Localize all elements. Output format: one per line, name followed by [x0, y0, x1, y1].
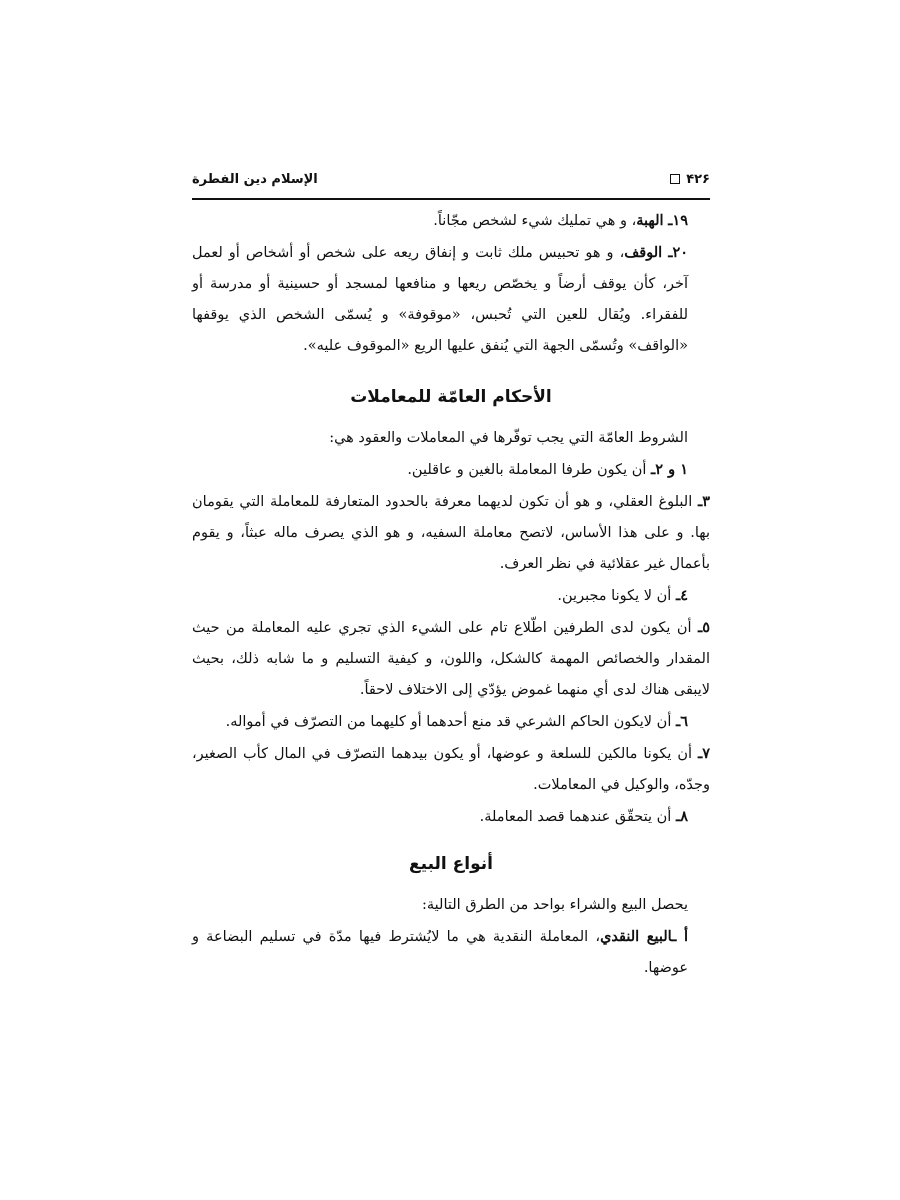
condition-text: أن يتحقّق عندهما قصد المعاملة. — [479, 809, 676, 825]
item-text: ، و هو تحبيس ملك ثابت و إنفاق ريعه على شخص أو أشخاص أو لعمل آخر، كأن يوقف أرضاً و يخصّص ريعها و منافعها لمسجد أو حسينية أو مدرسة أو للفقراء. ويُقال للعين التي تُحبس، «موقوفة» و يُسمّى الشخص الذي يوقفها «الواقف» وتُسمّى الجهة التي يُنفق عليها الريع «الموقوف عليه». — [192, 245, 689, 354]
page-number: ۴۲۶ — [686, 171, 710, 187]
item-term: الوقف — [624, 244, 663, 261]
page-body — [192, 205, 710, 984]
section-heading-sale-types: أنواع البيع — [409, 854, 493, 874]
condition-6 — [192, 706, 710, 738]
condition-text: أن يكون طرفا المعاملة بالغين و عاقلين. — [407, 462, 652, 478]
condition-text: أن يكونا مالكين للسلعة و عوضها، أو يكون بيدهما التصرّف في المال كأب الصغير، وجدّه، والوكيل في المعاملات. — [192, 746, 710, 793]
header-divider — [192, 198, 710, 200]
section1-intro: الشروط العامّة التي يجب توفّرها في المعاملات والعقود هي: — [329, 430, 688, 446]
book-title: الإسلام دين الفطرة — [192, 171, 318, 187]
item-19 — [192, 205, 710, 237]
condition-text: أن يكون لدى الطرفين اطّلاع تام على الشيء الذي تجري عليه المعاملة من حيث المقدار والخصائص المهمة كالشكل، واللون، و كيفية التسليم و ما شابه ذلك، بحيث لايبقى هناك لدى أي منهما غموض يؤدّي إلى الاختلاف لاحقاً. — [192, 620, 710, 698]
condition-5 — [192, 612, 710, 706]
condition-number: ۳ـ — [697, 493, 710, 510]
item-text: ، المعاملة النقدية هي ما لايُشترط فيها مدّة في تسليم البضاعة و عوضها. — [192, 929, 688, 976]
condition-1-2 — [192, 454, 710, 486]
sale-type-a — [192, 921, 710, 984]
page-header — [192, 168, 710, 190]
page-number-group — [670, 172, 710, 187]
condition-8 — [192, 801, 710, 833]
condition-text: أن لايكون الحاكم الشرعي قد منع أحدهما أو كليهما من التصرّف في أمواله. — [225, 714, 676, 730]
condition-number: ۸ـ — [675, 808, 688, 825]
condition-3 — [192, 486, 710, 580]
condition-number: ٥ـ — [697, 619, 710, 636]
condition-4 — [192, 580, 710, 612]
condition-text: البلوغ العقلي، و هو أن تكون لديهما معرفة بالحدود المتعارفة للمعاملة التي يقومان بها. و على هذا الأساس، لاتصح معاملة السفيه، و هو الذي يصرف ماله عبثاً، و يقوم بأعمال غير عقلائية في نظر العرف. — [192, 494, 710, 572]
condition-number: ٤ـ — [675, 587, 688, 604]
item-20 — [192, 237, 710, 362]
section2-intro: يحصل البيع والشراء بواحد من الطرق التالية: — [422, 897, 688, 913]
condition-text: أن لا يكونا مجبرين. — [557, 588, 676, 604]
condition-number: ۱ و ۲ـ — [651, 461, 688, 478]
item-number: ۱۹ـ — [668, 212, 688, 229]
item-number: أ ـ — [672, 928, 688, 945]
condition-number: ۷ـ — [697, 745, 710, 762]
section-heading-general-rules: الأحكام العامّة للمعاملات — [350, 387, 552, 407]
condition-number: ٦ـ — [675, 713, 688, 730]
square-outline-icon — [670, 174, 680, 184]
condition-7 — [192, 738, 710, 801]
item-term: البيع النقدي — [600, 928, 673, 945]
item-term: الهبة — [636, 212, 664, 229]
item-number: ۲۰ـ — [668, 244, 689, 261]
item-text: ، و هي تمليك شيء لشخص مجّاناً. — [433, 213, 637, 229]
